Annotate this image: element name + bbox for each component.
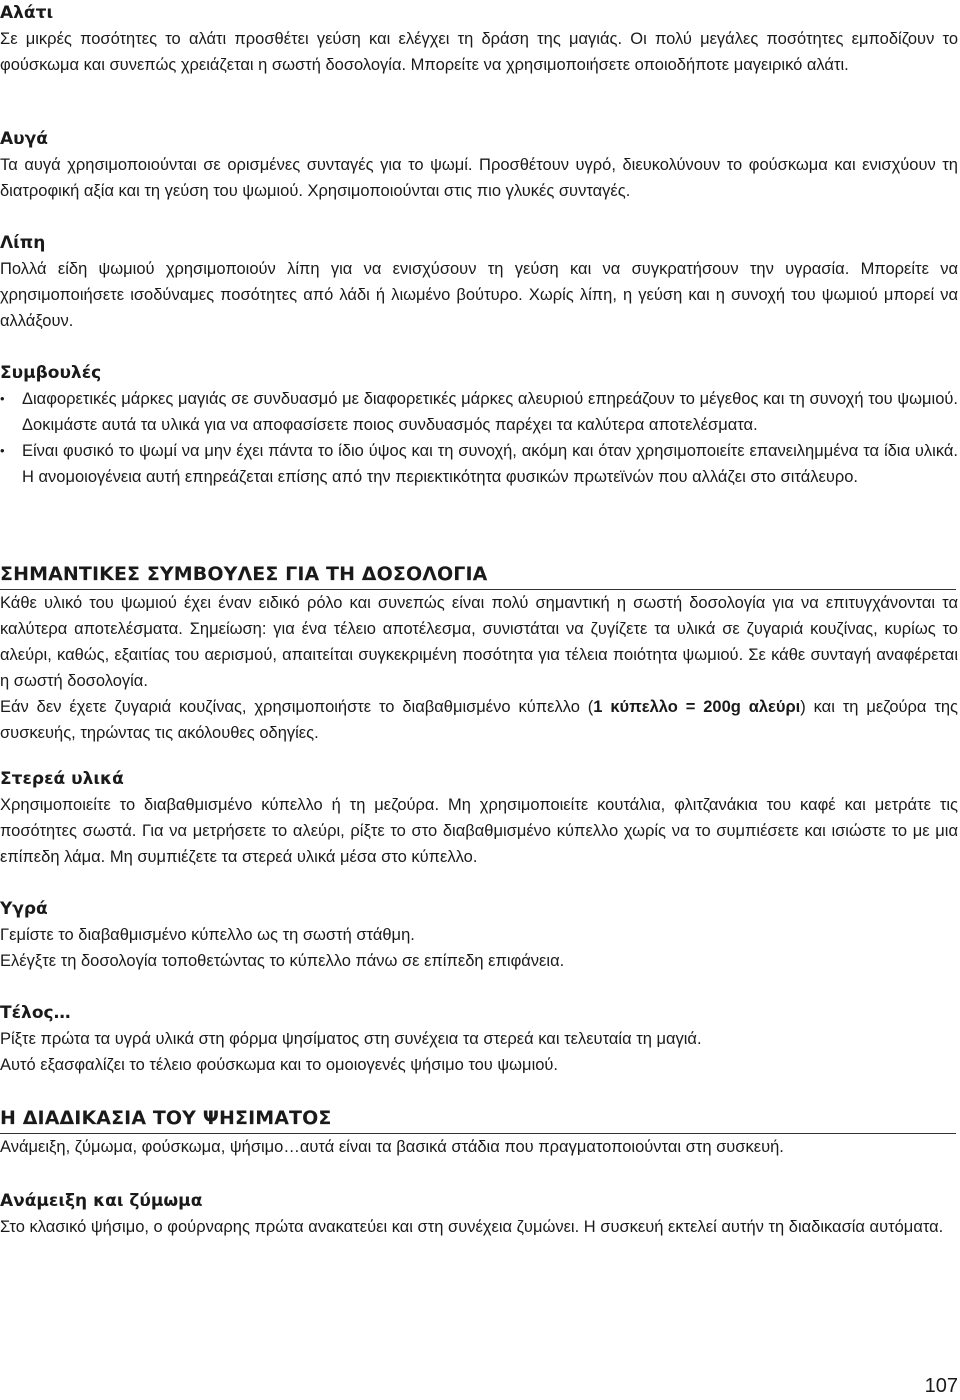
section-title-finally: Τέλος… [0, 1003, 71, 1023]
section-tips [0, 360, 958, 490]
page-number: 107 [924, 1375, 958, 1397]
section-heading-baking: Η ΔΙΑΔΙΚΑΣΙΑ ΤΟΥ ΨΗΣΙΜΑΤΟΣ [0, 1104, 956, 1134]
dosage-text-after: ) και τη μεζούρα της συσκευής, τηρώντας τις ακόλουθες οδηγίες. [0, 698, 958, 742]
section-salt [0, 0, 958, 78]
section-dosage [0, 560, 958, 746]
tips-list-item: • Διαφορετικές μάρκες μαγιάς σε συνδυασμό με διαφορετικές μάρκες αλευριού επηρεάζουν το μέγεθος και τη συνοχή του ψωμιού. Δοκιμάστε αυτά τα υλικά για να αποφασίσετε ποιος συνδυασμός παρέχει τα καλύτερα αποτελέσματα. [0, 386, 958, 438]
finally-line-2: Αυτό εξασφαλίζει το τέλειο φούσκωμα και το ομοιογενές ψήσιμο του ψωμιού. [0, 1056, 559, 1074]
section-liquids [0, 896, 958, 974]
section-finally [0, 1000, 958, 1078]
section-heading-dosage: ΣΗΜΑΝΤΙΚΕΣ ΣΥΜΒΟΥΛΕΣ ΓΙΑ ΤΗ ΔΟΣΟΛΟΓΙΑ [0, 560, 956, 590]
cup-equivalence: 1 κύπελλο = 200g αλεύρι [593, 698, 801, 716]
fat-text: Πολλά είδη ψωμιού χρησιμοποιούν λίπη για να ενισχύσουν τη γεύση και να συγκρατήσουν την υγρασία. Μπορείτε να χρησιμοποιήσετε ισοδύναμες ποσότητες από λάδι ή λιωμένο βούτυρο. Χωρίς λίπη, η γεύση και η συνοχή του ψωμιού μπορεί να αλλάξουν. [0, 260, 958, 330]
section-baking [0, 1104, 958, 1160]
section-title-liquids: Υγρά [0, 899, 48, 919]
section-fat [0, 230, 958, 334]
solids-text: Χρησιμοποιείτε το διαβαθμισμένο κύπελλο ή τη μεζούρα. Μη χρησιμοποιείτε κουτάλια, φλιτζανάκια του καφέ και μετράτε τις ποσότητες σωστά. Για να μετρήσετε το αλεύρι, ρίξτε το στο διαβαθμισμένο κύπελλο χωρίς να το συμπιέσετε και ισιώστε το με μια επίπεδη λάμα. Μη συμπιέζετε τα στερεά υλικά μέσα στο κύπελλο. [0, 796, 958, 866]
tips-list [0, 386, 958, 490]
liquids-line-1: Γεμίστε το διαβαθμισμένο κύπελλο ως τη σωστή στάθμη. [0, 926, 415, 944]
section-title-tips: Συμβουλές [0, 363, 102, 383]
section-title-mixing: Ανάμειξη και ζύμωμα [0, 1191, 203, 1211]
section-mixing [0, 1188, 958, 1240]
section-title-salt: Αλάτι [0, 3, 54, 23]
eggs-text: Τα αυγά χρησιμοποιούνται σε ορισμένες συνταγές για το ψωμί. Προσθέτουν υγρό, διευκολύνουν το φούσκωμα και ενισχύουν τη διατροφική αξία και τη γεύση του ψωμιού. Χρησιμοποιούνται στις πιο γλυκές συνταγές. [0, 156, 958, 200]
section-title-fat: Λίπη [0, 233, 46, 253]
finally-line-1: Ρίξτε πρώτα τα υγρά υλικά στη φόρμα ψησίματος στη συνέχεια τα στερεά και τελευταία τη μαγιά. [0, 1030, 702, 1048]
tips-list-item: • Είναι φυσικό το ψωμί να μην έχει πάντα το ίδιο ύψος και τη συνοχή, ακόμη και όταν χρησιμοποιείτε επανειλημμένα τα ίδια υλικά. Η ανομοιογένεια αυτή επηρεάζεται επίσης από την περιεκτικότητα φυσικών πρωτεϊνών που αλλάζει στο σιτάλευρο. [0, 438, 958, 490]
dosage-text-before: Εάν δεν έχετε ζυγαριά κουζίνας, χρησιμοποιήστε το διαβαθμισμένο κύπελλο ( [0, 698, 594, 716]
salt-text: Σε μικρές ποσότητες το αλάτι προσθέτει γεύση και ελέγχει τη δράση της μαγιάς. Οι πολύ μεγάλες ποσότητες εμποδίζουν το φούσκωμα και συνεπώς χρειάζεται η σωστή δοσολογία. Μπορείτε να χρησιμοποιήσετε οποιοδήποτε μαγειρικό αλάτι. [0, 30, 958, 74]
dosage-paragraph-1: Κάθε υλικό του ψωμιού έχει έναν ειδικό ρόλο και συνεπώς είναι πολύ σημαντική η σωστή δοσολογία για να επιτυγχάνονται τα καλύτερα αποτελέσματα. Σημείωση: για ένα τέλειο αποτέλεσμα, συνιστάται να ζυγίζετε τα υλικά σε ζυγαριά κουζίνας, κυρίως το αλεύρι, καθώς, εξαιτίας του αερισμού, απαιτείται συγκεκριμένη ποσότητα για τέλεια ποιότητα ψωμιού. Σε κάθε συνταγή αναφέρεται η σωστή δοσολογία. [0, 594, 958, 690]
section-eggs [0, 126, 958, 204]
mixing-text: Στο κλασικό ψήσιμο, ο φούρναρης πρώτα ανακατεύει και στη συνέχεια ζυμώνει. Η συσκευή εκτελεί αυτήν τη διαδικασία αυτόματα. [0, 1218, 944, 1236]
baking-text: Ανάμειξη, ζύμωμα, φούσκωμα, ψήσιμο…αυτά είναι τα βασικά στάδια που πραγματοποιούνται στη συσκευή. [0, 1138, 784, 1156]
dosage-paragraph-2 [0, 694, 958, 746]
section-title-solids: Στερεά υλικά [0, 769, 124, 789]
liquids-line-2: Ελέγξτε τη δοσολογία τοποθετώντας το κύπελλο πάνω σε επίπεδη επιφάνεια. [0, 952, 565, 970]
section-title-eggs: Αυγά [0, 129, 48, 149]
section-solids [0, 766, 958, 870]
